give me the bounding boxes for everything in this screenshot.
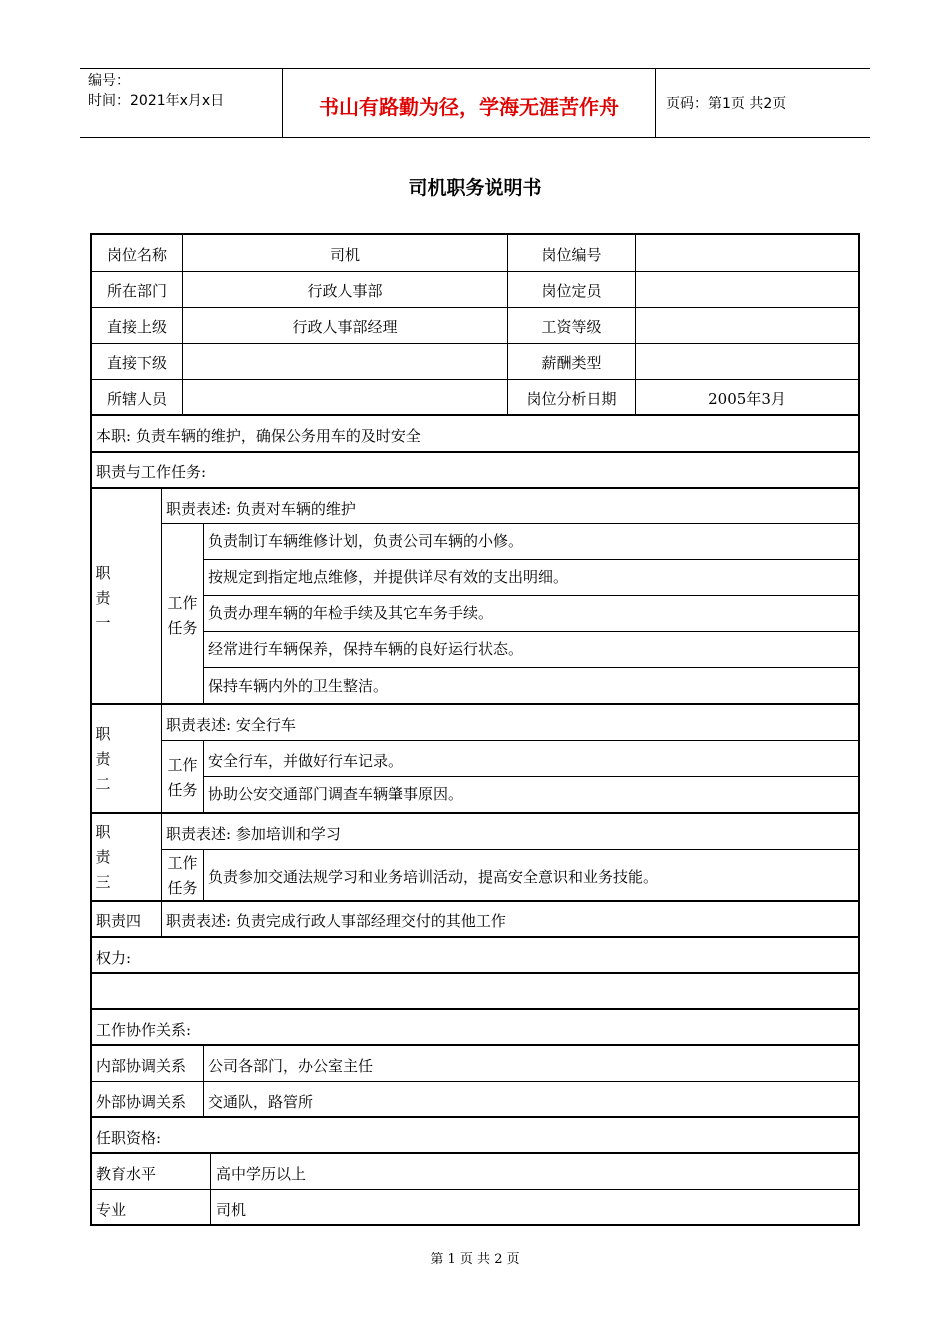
header-divider [655, 69, 656, 137]
duty1-label: 职 责 一 [95, 564, 111, 632]
time-label: 时间：2021年x月x日 [88, 93, 225, 109]
table-line [161, 523, 858, 524]
table-line [92, 1116, 858, 1118]
dept-label: 所在部门 [106, 282, 167, 300]
page-footer: 第 1 页 共 2 页 [430, 1252, 520, 1267]
table-line [161, 849, 858, 850]
quota-label: 岗位定员 [541, 282, 602, 300]
table-line [203, 849, 204, 900]
page-title: 司机职务说明书 [408, 177, 542, 199]
duty2-label: 职 责 二 [95, 725, 111, 793]
table-line [92, 1044, 858, 1046]
staff-label: 所辖人员 [106, 390, 167, 408]
post-name-value: 司机 [329, 246, 360, 264]
table-line [92, 703, 858, 705]
table-line [92, 972, 858, 974]
duty1-task: 负责办理车辆的年检手续及其它车务手续。 [208, 604, 494, 622]
education-value: 高中学历以上 [216, 1165, 307, 1183]
duty2-task-label: 工作 任务 [167, 756, 198, 799]
relations-heading: 工作协作关系: [96, 1021, 192, 1039]
duty2-task: 协助公安交通部门调查车辆肇事原因。 [208, 785, 464, 803]
duty4-statement: 职责表述: 负责完成行政人事部经理交付的其他工作 [166, 912, 506, 930]
internal-label: 内部协调关系 [96, 1057, 187, 1075]
superior-label: 直接上级 [106, 318, 167, 336]
education-label: 教育水平 [96, 1165, 157, 1183]
external-value: 交通队，路管所 [208, 1093, 314, 1111]
table-line [92, 379, 858, 380]
table-line [92, 1008, 858, 1010]
table-line [92, 487, 858, 489]
job-description-table [90, 233, 860, 1226]
duty1-statement: 职责表述: 负责对车辆的维护 [166, 500, 356, 518]
header-meta [88, 71, 224, 111]
table-line [92, 451, 858, 453]
duty1-task: 负责制订车辆维修计划，负责公司车辆的小修。 [208, 532, 524, 550]
table-line [92, 1189, 858, 1190]
table-line [203, 631, 858, 632]
duty3-statement: 职责表述: 参加培训和学习 [166, 825, 341, 843]
duty4-label: 职责四 [96, 912, 142, 930]
table-line [92, 900, 858, 902]
duty-summary: 本职: 负责车辆的维护，确保公务用车的及时安全 [96, 427, 421, 445]
duty1-task-label: 工作 任务 [167, 594, 198, 637]
date-value: 2005年3月 [708, 390, 786, 408]
table-line [92, 1152, 858, 1154]
table-line [92, 343, 858, 344]
table-line [92, 1081, 858, 1082]
duties-heading: 职责与工作任务: [96, 463, 207, 481]
number-label: 编号： [88, 73, 130, 89]
duty3-task-label: 工作 任务 [167, 854, 198, 897]
table-line [203, 776, 858, 777]
date-label: 岗位分析日期 [526, 390, 617, 408]
table-line [203, 595, 858, 596]
duty3-task: 负责参加交通法规学习和业务培训活动，提高安全意识和业务技能。 [208, 868, 659, 886]
table-line [92, 936, 858, 938]
table-line [92, 307, 858, 308]
subordinate-label: 直接下级 [106, 354, 167, 372]
power-heading: 权力: [96, 949, 132, 967]
major-value: 司机 [216, 1201, 247, 1219]
internal-value: 公司各部门，办公室主任 [208, 1057, 374, 1075]
duty2-statement: 职责表述: 安全行车 [166, 716, 296, 734]
table-line [203, 559, 858, 560]
dept-value: 行政人事部 [307, 282, 383, 300]
pay-type-label: 薪酬类型 [541, 354, 602, 372]
grade-label: 工资等级 [541, 318, 602, 336]
major-label: 专业 [96, 1201, 127, 1219]
header-motto: 书山有路勤为径，学海无涯苦作舟 [319, 95, 619, 119]
table-line [203, 667, 858, 668]
header-page-info: 页码：第1页 共2页 [666, 96, 787, 112]
duty1-task: 保持车辆内外的卫生整洁。 [208, 677, 389, 695]
duty3-label: 职 责 三 [95, 823, 111, 891]
duty1-task: 按规定到指定地点维修，并提供详尽有效的支出明细。 [208, 568, 569, 586]
table-line [203, 1046, 204, 1118]
table-line [161, 740, 858, 741]
duty2-task: 安全行车，并做好行车记录。 [208, 752, 404, 770]
duty1-task: 经常进行车辆保养，保持车辆的良好运行状态。 [208, 640, 524, 658]
external-label: 外部协调关系 [96, 1093, 187, 1111]
post-name-label: 岗位名称 [106, 246, 167, 264]
superior-value: 行政人事部经理 [292, 318, 398, 336]
table-line [210, 1154, 211, 1226]
table-line [92, 812, 858, 814]
qualification-heading: 任职资格: [96, 1129, 162, 1147]
table-line [92, 271, 858, 272]
post-no-label: 岗位编号 [541, 246, 602, 264]
document-header [80, 68, 870, 138]
table-line [203, 523, 204, 704]
table-line [92, 414, 858, 416]
